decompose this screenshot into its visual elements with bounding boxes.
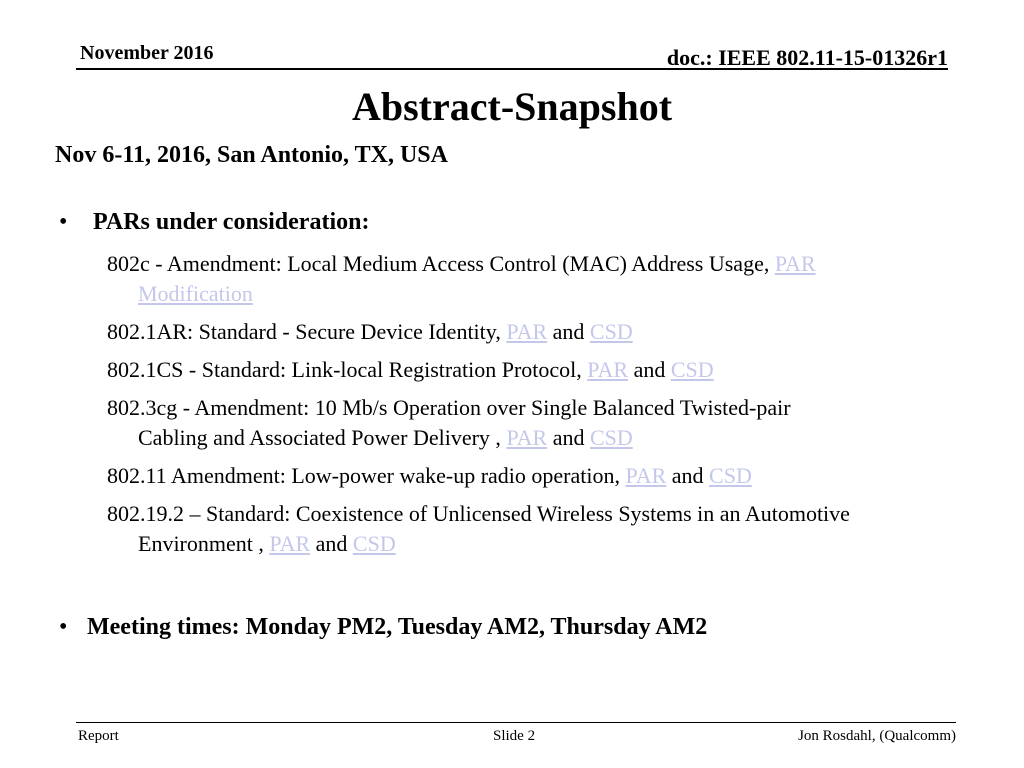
par-item-text-cont: Environment , [138,531,270,556]
bullet-marker: • [59,614,68,640]
par-link[interactable]: PAR [506,319,548,344]
par-item-text: 802c - Amendment: Local Medium Access Control (MAC) Address Usage, [107,251,775,276]
par-item-802c [107,249,987,309]
par-link[interactable]: PAR [506,425,548,450]
bullet-marker: • [59,209,68,235]
par-modification-link-cont[interactable]: Modification [138,281,253,306]
and-text: and [552,425,585,450]
bullet-text: PARs under consideration: [93,209,370,235]
slide-subtitle: Nov 6-11, 2016, San Antonio, TX, USA [55,142,448,168]
par-link[interactable]: PAR [269,531,311,556]
par-link[interactable]: PAR [625,463,667,488]
csd-link[interactable]: CSD [670,357,714,382]
par-item-802-1cs [107,355,987,385]
par-item-802-11 [107,461,987,491]
and-text: and [633,357,666,382]
par-item-text: 802.19.2 – Standard: Coexistence of Unlicensed Wireless Systems in an Automotive [107,501,850,526]
par-item-text: 802.11 Amendment: Low-power wake-up radio operation, [107,463,626,488]
footer-divider [76,722,956,723]
par-link[interactable]: PAR [587,357,629,382]
and-text: and [552,319,585,344]
csd-link[interactable]: CSD [589,425,633,450]
par-item-802-19-2 [107,499,987,559]
footer-slide-number: Slide 2 [493,728,536,744]
csd-link[interactable]: CSD [589,319,633,344]
and-text: and [671,463,704,488]
csd-link[interactable]: CSD [352,531,396,556]
par-item-802-3cg [107,393,987,453]
header-date: November 2016 [80,42,214,64]
footer-author: Jon Rosdahl, (Qualcomm) [798,728,956,744]
footer-left: Report [78,728,119,744]
header-doc-id: doc.: IEEE 802.11-15-01326r1 [666,45,948,70]
par-item-text: 802.3cg - Amendment: 10 Mb/s Operation over Single Balanced Twisted-pair [107,395,791,420]
header-divider [76,68,948,70]
par-item-text: 802.1CS - Standard: Link-local Registration Protocol, [107,357,588,382]
csd-link[interactable]: CSD [709,463,752,488]
bullet-text: Meeting times: Monday PM2, Tuesday AM2, Thursday AM2 [87,614,708,640]
slide-title: Abstract-Snapshot [351,84,673,129]
and-text: and [315,531,348,556]
par-modification-link[interactable]: PAR [774,251,816,276]
par-item-text-cont: Cabling and Associated Power Delivery , [138,425,507,450]
par-item-text: 802.1AR: Standard - Secure Device Identity, [107,319,507,344]
par-item-802-1ar [107,317,987,347]
